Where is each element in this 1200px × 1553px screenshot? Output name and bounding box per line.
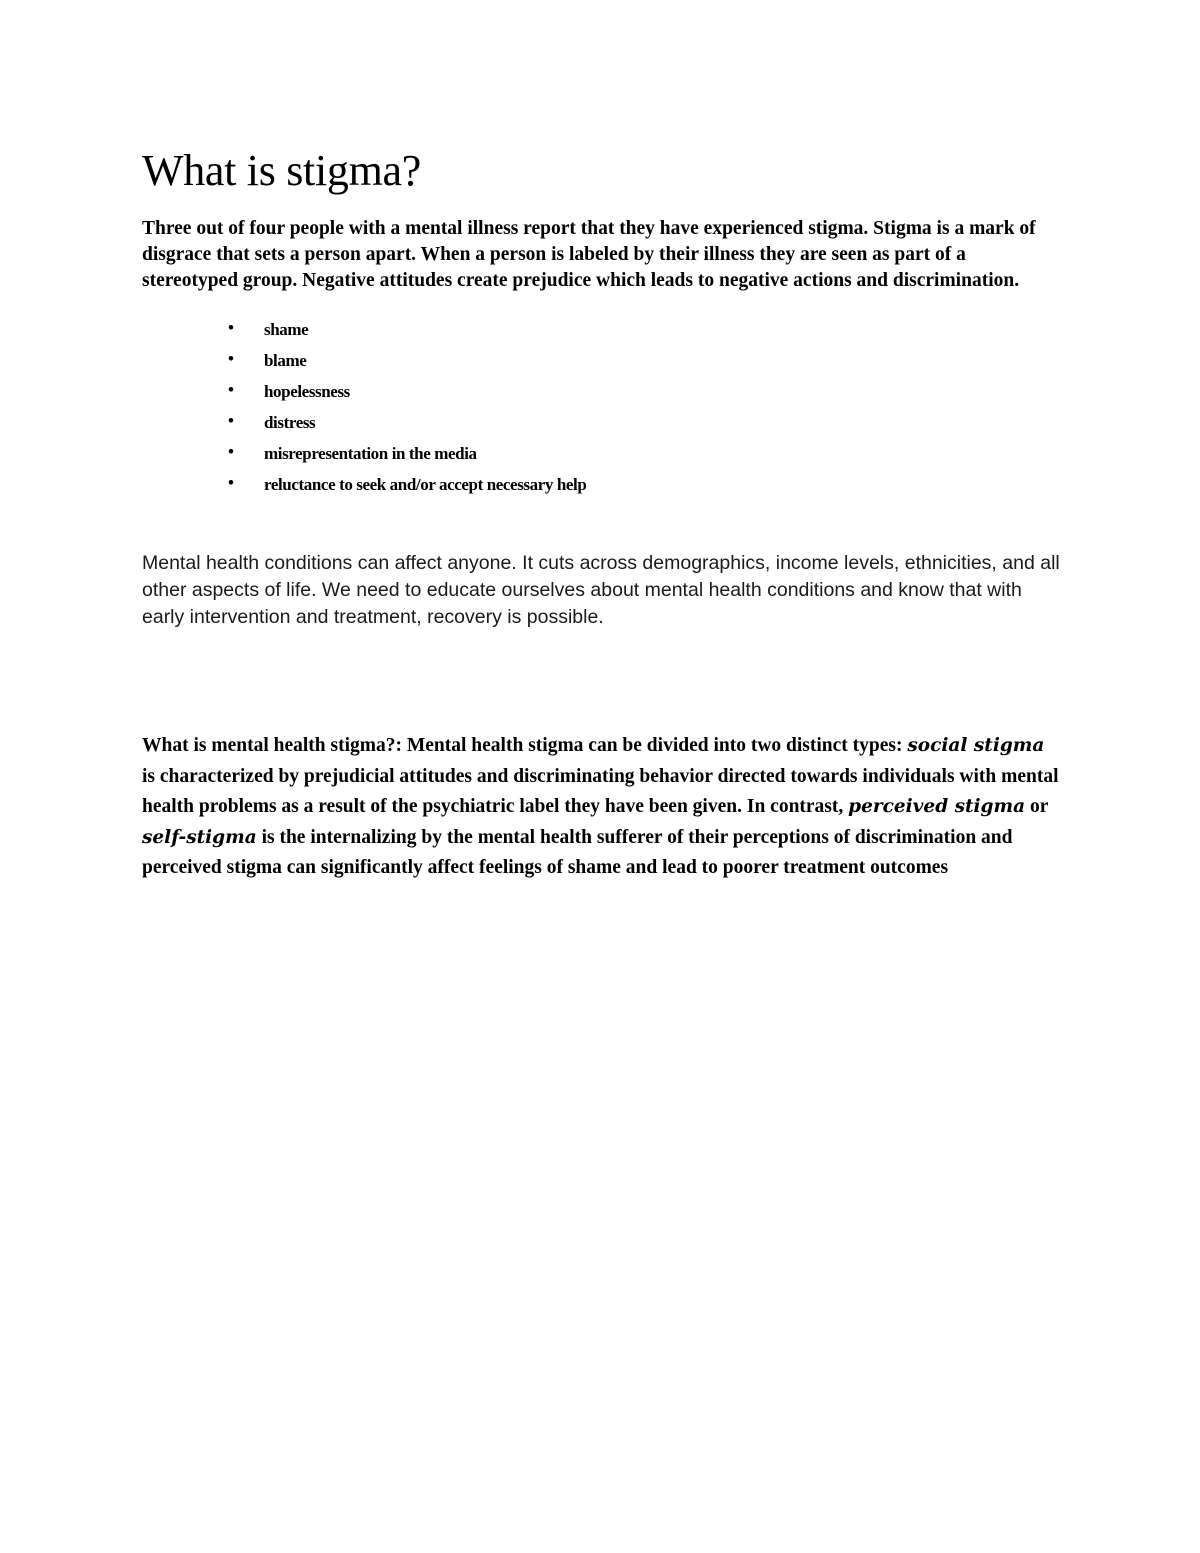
list-item-text: blame <box>264 351 307 370</box>
intro-paragraph: Three out of four people with a mental illness report that they have experienced stigma. Stigma is a mark of disgrace that sets a person apart. When a person is labeled by their illness they are seen as part of a stereotyped group. Negative attitudes create prejudice which leads to negative actions and discrimination. <box>142 218 1036 291</box>
mental-health-paragraph: Mental health conditions can affect anyone. It cuts across demographics, income levels, ethnicities, and all other aspects of life. We need to educate ourselves about mental health conditions and know that with early intervention and treatment, recovery is possible. <box>142 552 1060 628</box>
bullet-icon: • <box>228 349 234 368</box>
list-item-text: shame <box>264 320 309 339</box>
list-item <box>228 407 1062 438</box>
bullet-icon: • <box>228 473 234 492</box>
social-stigma-text: is characterized by prejudicial attitudes and discriminating behavior directed towards individuals with mental health problems as a result of the psychiatric label they have been given. In contrast, <box>142 765 1059 817</box>
page-title: What is stigma? <box>142 146 421 195</box>
self-stigma-text: is the internalizing by the mental health sufferer of their perceptions of discrimination and perceived stigma can significantly affect feelings of shame and lead to poorer treatment outcomes <box>142 826 1013 878</box>
document-body <box>142 140 1062 884</box>
list-item-text: misrepresentation in the media <box>264 444 477 463</box>
effects-list <box>142 314 1062 500</box>
social-stigma-term: social stigma <box>907 735 1045 756</box>
bullet-icon: • <box>228 318 234 337</box>
self-stigma-term: self-stigma <box>142 826 257 848</box>
bullet-icon: • <box>228 442 234 461</box>
perceived-stigma-term: perceived stigma <box>848 796 1026 817</box>
list-item <box>228 376 1062 407</box>
list-item-text: distress <box>264 413 316 432</box>
bullet-icon: • <box>228 380 234 399</box>
list-item <box>228 438 1062 469</box>
list-item-text: hopelessness <box>264 382 350 401</box>
stigma-definition-paragraph <box>142 731 1062 884</box>
list-item-text: reluctance to seek and/or accept necessary help <box>264 475 587 494</box>
definition-lead: What is mental health stigma?: Mental health stigma can be divided into two distinct types: <box>142 735 903 756</box>
list-item <box>228 314 1062 345</box>
bullet-icon: • <box>228 411 234 430</box>
or-text: or <box>1029 796 1048 817</box>
list-item <box>228 469 1062 500</box>
list-item <box>228 345 1062 376</box>
